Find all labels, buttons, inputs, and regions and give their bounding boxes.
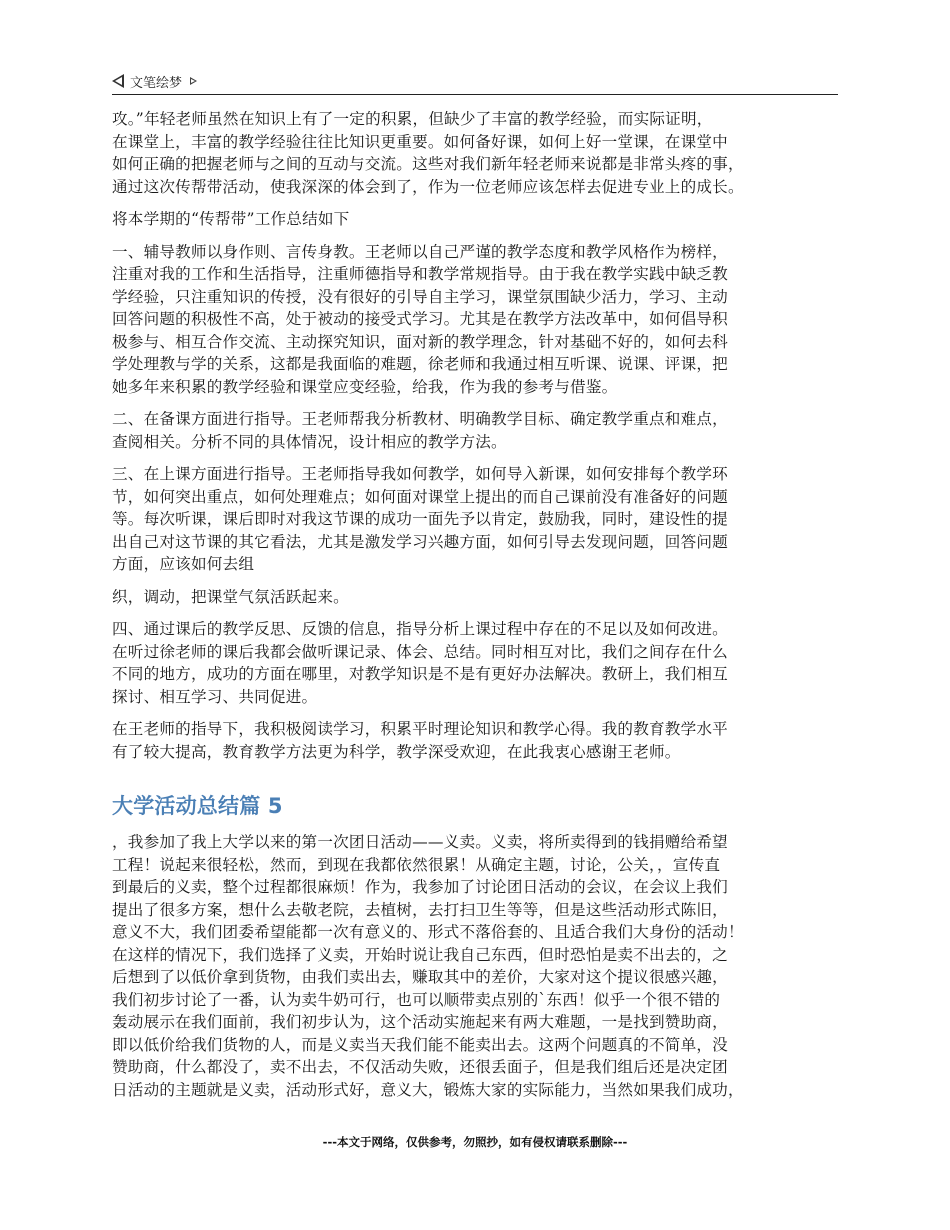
text-line: 四、通过课后的教学反思、反馈的信息，指导分析上课过程中存在的不足以及如何改进。	[112, 620, 728, 638]
footer-disclaimer: ---本文于网络，仅供参考，勿照抄，如有侵权请联系删除---	[322, 1135, 628, 1149]
text-line: 三、在上课方面进行指导。王老师指导我如何教学，如何导入新课，如何安排每个教学环	[112, 465, 728, 483]
paragraph	[112, 586, 852, 609]
text-line: 她多年来积累的教学经验和课堂应变经验，给我，作为我的参考与借鉴。	[112, 377, 618, 396]
page-header	[112, 68, 838, 95]
paragraph	[112, 831, 852, 1101]
text-line: 探讨、相互学习、共同促进。	[112, 687, 318, 706]
text-line: 不同的地方，成功的方面在哪里，对教学知识是不是有更好办法解决。教研上，我们相互	[112, 665, 728, 683]
top-paragraphs	[112, 108, 852, 763]
paragraph	[112, 108, 852, 198]
text-line: 学经验，只注重知识的传授，没有很好的引导自主学习，课堂氛围缺少活力，学习、主动	[112, 287, 728, 306]
text-line: 赞助商，什么都没了，卖不出去，不仅活动失败，还很丢面子，但是我们组后还是决定团	[112, 1058, 728, 1076]
text-line: 回答问题的积极性不高，处于被动的接受式学习。尤其是在教学方法改革中，如何倡导积	[112, 310, 728, 328]
text-line: 在课堂上，丰富的教学经验往往比知识更重要。如何备好课，如何上好一堂课，在课堂中	[112, 132, 728, 151]
section-title: 大学活动总结篇 5	[112, 794, 283, 818]
text-line: 查阅相关。分析不同的具体情况，设计相应的教学方法。	[112, 432, 507, 451]
text-line: ，我参加了我上大学以来的第一次团日活动——义卖。义卖，将所卖得到的钱捐赠给希望	[112, 833, 728, 851]
paragraph	[112, 618, 852, 708]
header-brand: 文笔绘梦	[130, 75, 183, 91]
text-line: 注重对我的工作和生活指导，注重师德指导和教学常规指导。由于我在教学实践中缺乏教	[112, 265, 728, 283]
text-line: 将本学期的“传帮带”工作总结如下	[112, 210, 350, 228]
text-line: 织，调动，把课堂气氛活跃起来。	[112, 587, 349, 606]
text-line: 通过这次传帮带活动，使我深深的体会到了，作为一位老师应该怎样去促进专业上的成长。	[112, 177, 744, 196]
text-line: 出自己对这节课的其它看法，尤其是激发学习兴趣方面，如何引导去发现问题，回答问题	[112, 532, 728, 551]
triangle-left-icon	[112, 74, 124, 88]
paragraph	[112, 208, 852, 231]
text-line: 提出了很多方案，想什么去敬老院，去植树，去打扫卫生等等，但是这些活动形式陈旧，	[112, 900, 728, 919]
paragraph	[112, 241, 852, 399]
text-line: 如何正确的把握老师与之间的互动与交流。这些对我们新年轻老师来说都是非常头疼的事，	[112, 155, 744, 173]
text-line: 等。每次听课，课后即时对我这节课的成功一面先予以肯定，鼓励我，同时，建设性的提	[112, 510, 728, 528]
document-body	[112, 108, 852, 1111]
text-line: 在王老师的指导下，我积极阅读学习，积累平时理论知识和教学心得。我的教育教学水平	[112, 720, 728, 738]
paragraph	[112, 408, 852, 453]
text-line: 二、在备课方面进行指导。王老师帮我分析教材、明确教学目标、确定教学重点和难点，	[112, 410, 728, 428]
text-line: 攻。”年轻老师虽然在知识上有了一定的积累，但缺少了丰富的教学经验，而实际证明，	[112, 110, 713, 128]
text-line: 节，如何突出重点，如何处理难点；如何面对课堂上提出的而自己课前没有准备好的问题	[112, 487, 728, 506]
text-line: 在这样的情况下，我们选择了义卖，开始时说让我自己东西，但时恐怕是卖不出去的，之	[112, 945, 728, 964]
text-line: 日活动的主题就是义卖，活动形式好，意义大，锻炼大家的实际能力，当然如果我们成功，	[112, 1080, 744, 1099]
text-line: 方面，应该如何去组	[112, 555, 255, 573]
text-line: 学处理教与学的关系，这都是我面临的难题，徐老师和我通过相互听课、说课、评课，把	[112, 355, 728, 373]
triangle-right-icon	[190, 77, 197, 85]
text-line: 一、辅导教师以身作则、言传身教。王老师以自己严谨的教学态度和教学风格作为榜样，	[112, 242, 728, 261]
text-line: 后想到了以低价拿到货物，由我们卖出去，赚取其中的差价，大家对这个提议很感兴趣，	[112, 968, 728, 986]
paragraph	[112, 718, 852, 763]
text-line: 极参与、相互合作交流、主动探究知识，面对新的教学理念，针对基础不好的，如何去科	[112, 332, 728, 351]
bottom-paragraphs	[112, 831, 852, 1101]
text-line: 工程！说起来很轻松，然而，到现在我都依然很累！从确定主题，讨论，公关，，宣传直	[112, 855, 721, 874]
text-line: 到最后的义卖，整个过程都很麻烦！作为，我参加了讨论团日活动的会议，在会议上我们	[112, 878, 728, 896]
text-line: 有了较大提高，教育教学方法更为科学，教学深受欢迎，在此我衷心感谢王老师。	[112, 742, 681, 761]
text-line: 我们初步讨论了一番，认为卖牛奶可行，也可以顺带卖点别的`东西！似乎一个很不错的	[112, 990, 721, 1009]
text-line: 在听过徐老师的课后我都会做听课记录、体会、总结。同时相互对比，我们之间存在什么	[112, 642, 728, 661]
text-line: 意义不大，我们团委希望能都一次有意义的、形式不落俗套的、且适合我们大身份的活动！	[112, 923, 744, 941]
paragraph	[112, 463, 852, 576]
text-line: 轰动展示在我们面前，我们初步认为，这个活动实施起来有两大难题，一是找到赞助商，	[112, 1013, 728, 1031]
text-line: 即以低价给我们货物的人，而是义卖当天我们能不能卖出去。这两个问题真的不简单，没	[112, 1035, 728, 1054]
